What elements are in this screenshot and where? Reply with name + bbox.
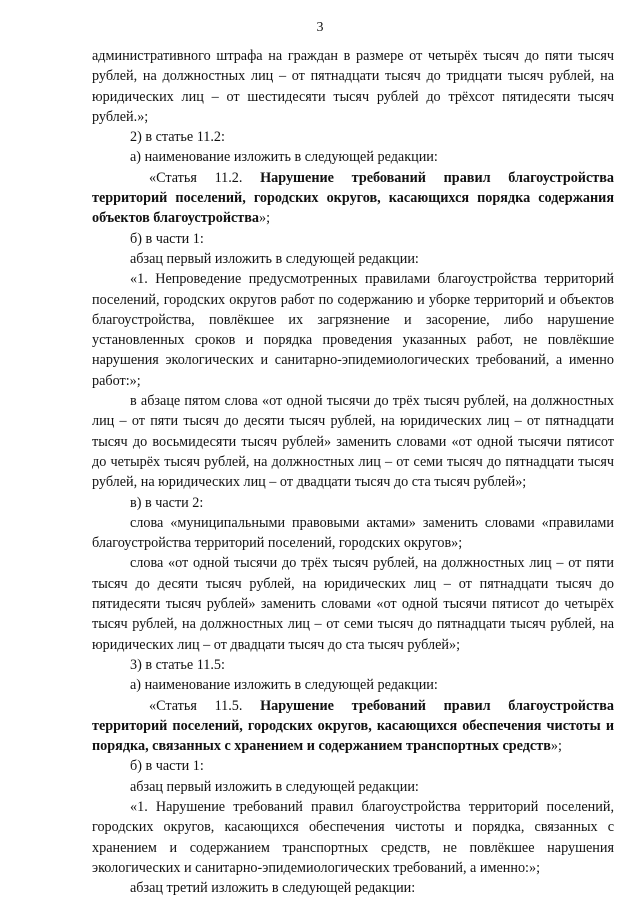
paragraph-part-2: в) в части 2:	[130, 494, 204, 511]
paragraph-article-11-5-title	[92, 696, 614, 757]
paragraph-part-1-b: б) в части 1:	[130, 758, 204, 775]
article-title-suffix: »;	[259, 210, 271, 227]
paragraph-title-instruction-2: а) наименование изложить в следующей редакции:	[130, 677, 438, 694]
paragraph-part-1: б) в части 1:	[130, 230, 204, 247]
paragraph-fifth-abzac-amendment: в абзаце пятом слова «от одной тысячи до трёх тысяч рублей, на должностных лиц – от пяти тысяч до десяти тысяч рублей, на юридических лиц – от пятнадцати тысяч до восьмидесяти тысяч рублей» заменить словами «от одной тысячи пятисот до четырёх тысяч рублей, на должностных лиц – от семи тысяч до пятнадцати тысяч рублей, на юридических лиц – от двадцати тысяч до ста тысяч рублей»;	[92, 393, 614, 491]
article-title-bold: Нарушение требований правил благоустройства территорий поселений, городских округов, касающихся обеспечения чистоты и порядка, связанных с хранением и содержанием транспортных средств	[92, 697, 614, 755]
paragraph-new-part-1-text-2: «1. Нарушение требований правил благоустройства территорий поселений, городских округов, касающихся обеспечения чистоты и порядка, связанных с хранением и содержанием транспортных средств, не повлёкшее нарушения экологических и санитарно-эпидемиологических требований, а именно:»;	[92, 798, 614, 876]
page-number: 3	[316, 20, 324, 35]
document-body	[92, 46, 614, 898]
paragraph-first-abzac-instruction: абзац первый изложить в следующей редакции:	[130, 250, 419, 267]
paragraph-article-11-2-heading: 2) в статье 11.2:	[130, 129, 225, 146]
paragraph-fine-amounts: административного штрафа на граждан в размере от четырёх тысяч до пяти тысяч рублей, на должностных лиц – от пятнадцати тысяч до тридцати тысяч рублей, на юридических лиц – от шестидесяти тысяч рублей до трёхсот пятидесяти тысяч рублей.»;	[92, 48, 614, 125]
paragraph-article-11-2-title	[92, 168, 614, 229]
paragraph-title-instruction: а) наименование изложить в следующей редакции:	[130, 149, 438, 166]
article-label: «Статья 11.2.	[149, 169, 261, 186]
paragraph-amounts-replacement: слова «от одной тысячи до трёх тысяч рублей, на должностных лиц – от пяти тысяч до десяти тысяч рублей, на юридических лиц – от пятнадцати тысяч до пятидесяти тысяч рублей» заменить словами «от одной тысячи пятисот до четырёх тысяч рублей, на должностных лиц – от семи тысяч до пятнадцати тысяч рублей, на юридических лиц – от двадцати тысяч до ста тысяч рублей»;	[92, 555, 614, 653]
paragraph-new-part-1-text: «1. Непроведение предусмотренных правилами благоустройства территорий поселений, городских округов работ по содержанию и уборке территорий и объектов благоустройства, повлёкшее их загрязнение и засорение, либо нарушение установленных сроков и порядка проведения указанных работ, не повлёкшие нарушения экологических и санитарно-эпидемиологических требований, а именно работ:»;	[92, 271, 614, 389]
article-title-suffix: »;	[550, 738, 562, 755]
paragraph-words-replacement: слова «муниципальными правовыми актами» заменить словами «правилами благоустройства территорий поселений, городских округов»;	[92, 514, 614, 552]
paragraph-article-11-5-heading: 3) в статье 11.5:	[130, 656, 225, 673]
article-title-bold: Нарушение требований правил благоустройства территорий поселений, городских округов, касающихся порядка содержания объектов благоустройства	[92, 169, 614, 227]
paragraph-third-abzac-instruction: абзац третий изложить в следующей редакции:	[130, 880, 416, 897]
paragraph-first-abzac-instruction-2: абзац первый изложить в следующей редакции:	[130, 778, 419, 795]
article-label: «Статья 11.5.	[149, 697, 261, 714]
